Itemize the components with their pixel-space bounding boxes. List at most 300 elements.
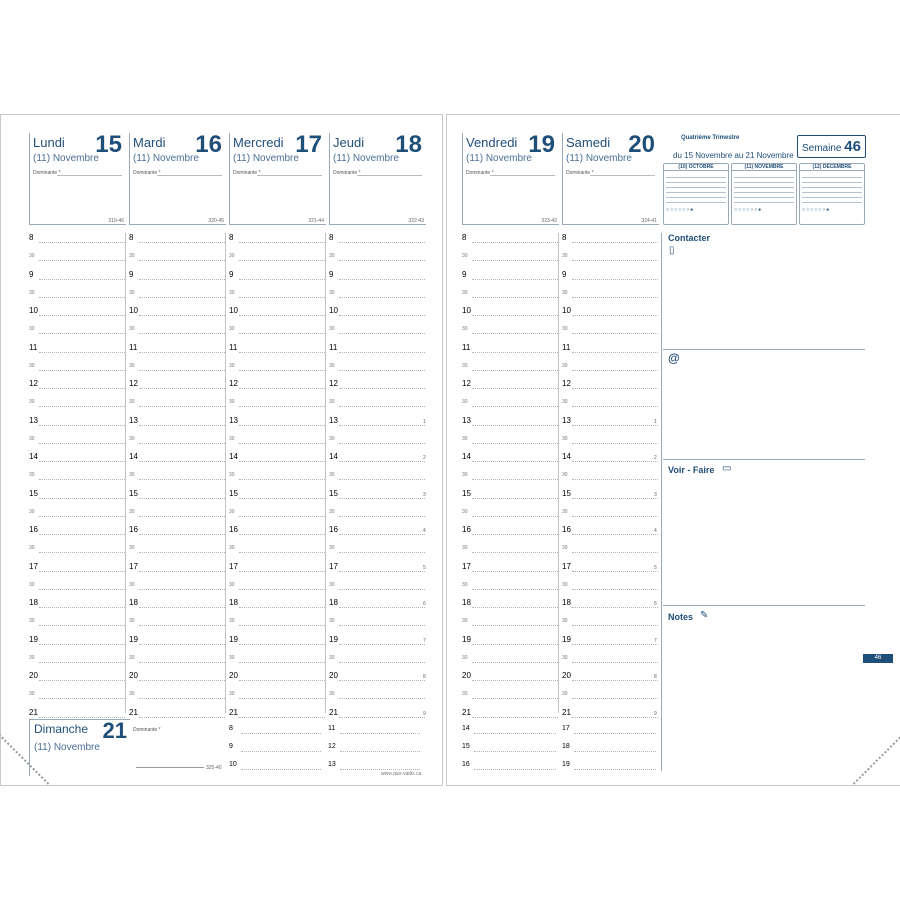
half-hour-line[interactable] <box>472 698 558 699</box>
half-hour-label: 30 <box>462 654 468 661</box>
half-hour-line[interactable] <box>339 260 425 261</box>
half-hour-label: 30 <box>29 435 35 442</box>
sunday-code: 325-40 <box>206 765 222 771</box>
column-divider <box>225 233 226 713</box>
hour-label: 12 <box>129 379 138 388</box>
hour-line[interactable] <box>39 242 125 243</box>
hour-line[interactable] <box>572 498 658 499</box>
half-hour-line[interactable] <box>139 443 225 444</box>
extra-hour-line[interactable] <box>574 751 656 752</box>
hour-label: 14 <box>129 452 138 461</box>
half-hour-line[interactable] <box>39 260 125 261</box>
hour-label: 9 <box>229 269 234 279</box>
half-hour-line[interactable] <box>472 260 558 261</box>
half-hour-line[interactable] <box>139 625 225 626</box>
hour-line[interactable] <box>572 461 658 462</box>
dominante-label[interactable]: Dominante * <box>333 170 361 176</box>
half-hour-line[interactable] <box>239 370 325 371</box>
day-number: 15 <box>95 131 122 158</box>
hour-label: 13 <box>562 415 571 425</box>
half-hour-line[interactable] <box>39 333 125 334</box>
hour-label: 17 <box>329 561 338 571</box>
hour-line[interactable] <box>339 607 425 608</box>
hour-line[interactable] <box>572 352 658 353</box>
hour-line[interactable] <box>339 352 425 353</box>
half-hour-line[interactable] <box>339 333 425 334</box>
hour-label: 8 <box>462 233 467 242</box>
half-hour-label: 30 <box>129 399 135 405</box>
hour-line[interactable] <box>239 242 325 243</box>
half-hour-line[interactable] <box>472 516 558 517</box>
half-hour-label: 30 <box>229 326 235 332</box>
half-hour-label: 30 <box>29 472 35 478</box>
hour-label: 8 <box>562 233 567 242</box>
hour-line[interactable] <box>339 461 425 462</box>
half-hour-label: 30 <box>562 691 568 697</box>
half-hour-line[interactable] <box>239 625 325 626</box>
half-hour-line[interactable] <box>39 625 125 626</box>
half-hour-label: 30 <box>229 691 235 697</box>
hour-label: 15 <box>462 488 471 498</box>
hour-line[interactable] <box>572 388 658 389</box>
hour-label: 20 <box>462 671 471 680</box>
hour-line[interactable] <box>39 534 125 535</box>
half-hour-label: 30 <box>129 435 135 442</box>
footer-url[interactable]: www.quo-vadis.ca <box>381 771 422 777</box>
day-header <box>329 133 426 225</box>
hour-line[interactable] <box>139 461 225 462</box>
hour-label: 18 <box>129 598 138 607</box>
hour-label: 13 <box>29 415 38 425</box>
hour-line[interactable] <box>239 425 325 426</box>
row-number: 4 <box>654 528 657 534</box>
half-hour-line[interactable] <box>472 333 558 334</box>
hour-line[interactable] <box>339 315 425 316</box>
hour-line[interactable] <box>572 607 658 608</box>
mini-calendar-title: (12) DÉCEMBRE <box>800 164 864 171</box>
half-hour-label: 30 <box>29 289 35 296</box>
hour-label: 16 <box>129 525 138 534</box>
hour-line[interactable] <box>472 461 558 462</box>
half-hour-label: 30 <box>562 253 568 259</box>
hour-line[interactable] <box>339 425 425 426</box>
mini-calendar-title: (11) NOVEMBRE <box>732 164 796 171</box>
half-hour-line[interactable] <box>339 406 425 407</box>
dominante-label[interactable]: Dominante * <box>133 170 161 176</box>
hour-line[interactable] <box>239 717 325 718</box>
half-hour-label: 30 <box>229 253 235 259</box>
hour-line[interactable] <box>139 644 225 645</box>
half-hour-line[interactable] <box>139 552 225 553</box>
half-hour-line[interactable] <box>472 370 558 371</box>
voir-faire-heading: Voir - Faire <box>668 465 715 475</box>
half-hour-line[interactable] <box>339 552 425 553</box>
day-month: (11) Novembre <box>566 153 632 164</box>
half-hour-line[interactable] <box>572 406 658 407</box>
sunday-dominante[interactable]: Dominante * <box>133 727 161 733</box>
hour-line[interactable] <box>472 644 558 645</box>
week-badge <box>797 135 866 158</box>
day-name: Samedi <box>566 135 611 150</box>
row-number: 5 <box>423 564 426 571</box>
half-hour-line[interactable] <box>572 297 658 298</box>
dominante-line <box>57 175 122 176</box>
extra-hour-label: 16 <box>462 761 470 768</box>
hour-line[interactable] <box>39 425 125 426</box>
half-hour-label: 30 <box>462 545 468 551</box>
voir-faire-divider <box>663 605 865 606</box>
hour-line[interactable] <box>239 388 325 389</box>
sunday-hour-label: 10 <box>229 761 237 768</box>
row-number: 3 <box>423 491 426 498</box>
half-hour-line[interactable] <box>239 297 325 298</box>
half-hour-line[interactable] <box>239 260 325 261</box>
half-hour-line[interactable] <box>139 698 225 699</box>
extra-hour-line[interactable] <box>474 751 556 752</box>
dominante-line <box>257 175 322 176</box>
hour-label: 18 <box>329 598 338 607</box>
half-hour-label: 30 <box>129 581 135 588</box>
half-hour-line[interactable] <box>339 370 425 371</box>
quarter-label: Quatrième Trimestre <box>681 135 740 141</box>
row-number: 4 <box>423 528 426 534</box>
hour-line[interactable] <box>39 352 125 353</box>
hour-line[interactable] <box>572 279 658 280</box>
half-hour-line[interactable] <box>572 443 658 444</box>
week-tab[interactable]: 46 <box>863 654 893 663</box>
hour-line[interactable] <box>139 717 225 718</box>
hour-label: 10 <box>462 306 471 315</box>
half-hour-line[interactable] <box>572 589 658 590</box>
email-divider <box>663 459 865 460</box>
hour-line[interactable] <box>472 571 558 572</box>
side-column-divider <box>661 233 662 771</box>
half-hour-line[interactable] <box>339 297 425 298</box>
hour-line[interactable] <box>139 279 225 280</box>
half-hour-line[interactable] <box>39 552 125 553</box>
hour-label: 16 <box>29 525 38 534</box>
hour-label: 18 <box>229 598 238 607</box>
pencil-icon: ✎ <box>700 610 709 621</box>
half-hour-line[interactable] <box>139 406 225 407</box>
hour-line[interactable] <box>239 644 325 645</box>
hour-line[interactable] <box>339 644 425 645</box>
hour-line[interactable] <box>39 279 125 280</box>
hour-line[interactable] <box>239 315 325 316</box>
hour-line[interactable] <box>572 534 658 535</box>
hour-label: 8 <box>229 233 234 242</box>
half-hour-label: 30 <box>129 289 135 296</box>
half-hour-line[interactable] <box>239 479 325 480</box>
half-hour-label: 30 <box>29 581 35 588</box>
hour-line[interactable] <box>39 498 125 499</box>
hour-line[interactable] <box>472 425 558 426</box>
row-number: 9 <box>423 710 426 717</box>
sunday-hour-line[interactable] <box>340 751 420 752</box>
half-hour-line[interactable] <box>139 516 225 517</box>
half-hour-line[interactable] <box>572 625 658 626</box>
half-hour-label: 30 <box>462 508 468 515</box>
hour-line[interactable] <box>239 607 325 608</box>
half-hour-line[interactable] <box>472 479 558 480</box>
hour-line[interactable] <box>139 242 225 243</box>
sunday-hour-line[interactable] <box>340 733 420 734</box>
half-hour-line[interactable] <box>39 406 125 407</box>
half-hour-line[interactable] <box>239 443 325 444</box>
row-number: 1 <box>423 418 426 425</box>
hour-line[interactable] <box>139 425 225 426</box>
half-hour-line[interactable] <box>39 370 125 371</box>
half-hour-line[interactable] <box>239 516 325 517</box>
hour-label: 16 <box>329 525 338 534</box>
dominante-label[interactable]: Dominante * <box>233 170 261 176</box>
hour-line[interactable] <box>572 571 658 572</box>
half-hour-line[interactable] <box>239 333 325 334</box>
hour-line[interactable] <box>472 352 558 353</box>
half-hour-line[interactable] <box>472 443 558 444</box>
half-hour-line[interactable] <box>239 589 325 590</box>
day-code: 321-44 <box>308 218 324 224</box>
day-month: (11) Novembre <box>133 153 199 164</box>
half-hour-line[interactable] <box>472 406 558 407</box>
sunday-hour-line[interactable] <box>241 733 321 734</box>
hour-line[interactable] <box>139 388 225 389</box>
half-hour-line[interactable] <box>239 406 325 407</box>
half-hour-line[interactable] <box>572 698 658 699</box>
half-hour-label: 30 <box>562 545 568 551</box>
day-header <box>229 133 326 225</box>
sunday-box <box>29 719 130 776</box>
hour-label: 11 <box>229 342 238 352</box>
half-hour-line[interactable] <box>572 370 658 371</box>
hour-line[interactable] <box>339 388 425 389</box>
hour-label: 19 <box>229 634 238 644</box>
hour-line[interactable] <box>472 388 558 389</box>
row-number: 7 <box>654 637 657 644</box>
half-hour-line[interactable] <box>572 516 658 517</box>
hour-label: 11 <box>129 342 138 352</box>
half-hour-line[interactable] <box>39 516 125 517</box>
day-name: Jeudi <box>333 135 365 150</box>
hour-line[interactable] <box>572 315 658 316</box>
hour-line[interactable] <box>572 717 658 718</box>
row-number: 3 <box>654 491 657 498</box>
hour-line[interactable] <box>139 352 225 353</box>
half-hour-line[interactable] <box>139 260 225 261</box>
hour-line[interactable] <box>572 425 658 426</box>
hour-line[interactable] <box>472 680 558 681</box>
half-hour-line[interactable] <box>139 589 225 590</box>
half-hour-label: 30 <box>562 435 568 442</box>
hour-line[interactable] <box>39 607 125 608</box>
row-number: 8 <box>654 674 657 680</box>
half-hour-line[interactable] <box>139 662 225 663</box>
dominante-label[interactable]: Dominante * <box>566 170 594 176</box>
half-hour-label: 30 <box>29 326 35 332</box>
half-hour-label: 30 <box>562 618 568 624</box>
half-hour-label: 30 <box>562 399 568 405</box>
half-hour-line[interactable] <box>239 662 325 663</box>
extra-hour-label: 14 <box>462 725 470 732</box>
extra-hour-line[interactable] <box>574 733 656 734</box>
half-hour-label: 30 <box>229 472 235 478</box>
hour-line[interactable] <box>572 680 658 681</box>
extra-hour-label: 18 <box>562 743 570 750</box>
half-hour-line[interactable] <box>339 698 425 699</box>
hour-line[interactable] <box>239 534 325 535</box>
hour-line[interactable] <box>339 680 425 681</box>
mini-calendar-november <box>731 163 797 225</box>
hour-line[interactable] <box>472 534 558 535</box>
hour-line[interactable] <box>239 461 325 462</box>
hour-label: 16 <box>229 525 238 534</box>
hour-label: 9 <box>562 269 567 279</box>
hour-label: 21 <box>462 707 471 717</box>
half-hour-label: 30 <box>462 691 468 697</box>
half-hour-line[interactable] <box>39 698 125 699</box>
half-hour-line[interactable] <box>39 589 125 590</box>
dominante-label[interactable]: Dominante * <box>33 170 61 176</box>
day-number: 18 <box>395 131 422 158</box>
dominante-line <box>490 175 555 176</box>
dominante-line <box>157 175 222 176</box>
hour-line[interactable] <box>139 680 225 681</box>
extra-hour-line[interactable] <box>474 733 556 734</box>
day-name: Vendredi <box>466 135 518 150</box>
half-hour-label: 30 <box>29 508 35 515</box>
hour-label: 11 <box>562 342 571 352</box>
half-hour-line[interactable] <box>39 662 125 663</box>
hour-line[interactable] <box>39 388 125 389</box>
hour-line[interactable] <box>572 644 658 645</box>
hour-line[interactable] <box>339 279 425 280</box>
dominante-label[interactable]: Dominante * <box>466 170 494 176</box>
hour-line[interactable] <box>472 242 558 243</box>
hour-line[interactable] <box>239 680 325 681</box>
hour-label: 13 <box>229 415 238 425</box>
half-hour-line[interactable] <box>239 698 325 699</box>
half-hour-line[interactable] <box>339 516 425 517</box>
half-hour-line[interactable] <box>472 297 558 298</box>
hour-line[interactable] <box>139 571 225 572</box>
hour-label: 9 <box>329 269 334 279</box>
half-hour-line[interactable] <box>339 479 425 480</box>
hour-line[interactable] <box>39 644 125 645</box>
half-hour-line[interactable] <box>572 662 658 663</box>
half-hour-label: 30 <box>562 362 568 369</box>
half-hour-line[interactable] <box>39 443 125 444</box>
half-hour-line[interactable] <box>472 552 558 553</box>
sunday-hour-line[interactable] <box>241 769 321 770</box>
sunday-hour-label: 11 <box>328 725 336 732</box>
hour-line[interactable] <box>139 534 225 535</box>
half-hour-label: 30 <box>229 581 235 588</box>
row-number: 2 <box>423 455 426 461</box>
hour-label: 14 <box>229 452 238 461</box>
day-code: 324-41 <box>641 218 657 224</box>
day-code: 322-43 <box>408 218 424 224</box>
half-hour-line[interactable] <box>572 333 658 334</box>
hour-label: 20 <box>129 671 138 680</box>
sunday-hour-line[interactable] <box>340 769 420 770</box>
half-hour-label: 30 <box>462 399 468 405</box>
half-hour-line[interactable] <box>139 297 225 298</box>
extra-hour-line[interactable] <box>474 769 556 770</box>
half-hour-line[interactable] <box>472 662 558 663</box>
hour-label: 15 <box>562 488 571 498</box>
hour-line[interactable] <box>472 717 558 718</box>
hour-line[interactable] <box>39 315 125 316</box>
half-hour-label: 30 <box>329 691 335 697</box>
hour-line[interactable] <box>339 242 425 243</box>
sunday-line <box>136 767 204 768</box>
hour-line[interactable] <box>339 571 425 572</box>
hour-line[interactable] <box>472 498 558 499</box>
hour-line[interactable] <box>239 352 325 353</box>
hour-label: 19 <box>129 634 138 644</box>
hour-line[interactable] <box>572 242 658 243</box>
half-hour-line[interactable] <box>339 662 425 663</box>
hour-line[interactable] <box>472 315 558 316</box>
hour-line[interactable] <box>39 461 125 462</box>
hour-line[interactable] <box>472 279 558 280</box>
half-hour-label: 30 <box>29 399 35 405</box>
extra-hour-line[interactable] <box>574 769 656 770</box>
half-hour-line[interactable] <box>472 589 558 590</box>
hour-line[interactable] <box>239 498 325 499</box>
sunday-hour-line[interactable] <box>241 751 321 752</box>
half-hour-line[interactable] <box>339 625 425 626</box>
half-hour-line[interactable] <box>572 479 658 480</box>
hour-line[interactable] <box>139 607 225 608</box>
week-dots-icon: ○○○○○○● <box>802 207 831 213</box>
half-hour-line[interactable] <box>572 260 658 261</box>
day-header <box>129 133 226 225</box>
half-hour-line[interactable] <box>39 479 125 480</box>
half-hour-line[interactable] <box>472 625 558 626</box>
hour-label: 17 <box>562 561 571 571</box>
hour-line[interactable] <box>139 315 225 316</box>
hour-label: 17 <box>229 561 238 571</box>
extra-hour-label: 15 <box>462 743 470 750</box>
half-hour-label: 30 <box>129 472 135 478</box>
extra-hour-label: 17 <box>562 725 570 732</box>
half-hour-line[interactable] <box>139 479 225 480</box>
half-hour-label: 30 <box>329 289 335 296</box>
hour-line[interactable] <box>39 680 125 681</box>
half-hour-label: 30 <box>129 253 135 259</box>
hour-line[interactable] <box>339 498 425 499</box>
half-hour-line[interactable] <box>239 552 325 553</box>
half-hour-line[interactable] <box>339 589 425 590</box>
hour-line[interactable] <box>339 717 425 718</box>
hour-label: 13 <box>129 415 138 425</box>
half-hour-line[interactable] <box>139 370 225 371</box>
half-hour-line[interactable] <box>39 297 125 298</box>
hour-line[interactable] <box>239 571 325 572</box>
hour-label: 12 <box>229 379 238 388</box>
hour-line[interactable] <box>339 534 425 535</box>
hour-line[interactable] <box>472 607 558 608</box>
half-hour-line[interactable] <box>139 333 225 334</box>
half-hour-line[interactable] <box>572 552 658 553</box>
hour-line[interactable] <box>39 571 125 572</box>
half-hour-line[interactable] <box>339 443 425 444</box>
row-number: 6 <box>423 601 426 607</box>
hour-line[interactable] <box>139 498 225 499</box>
at-sign: @ <box>668 351 680 365</box>
hour-line[interactable] <box>239 279 325 280</box>
